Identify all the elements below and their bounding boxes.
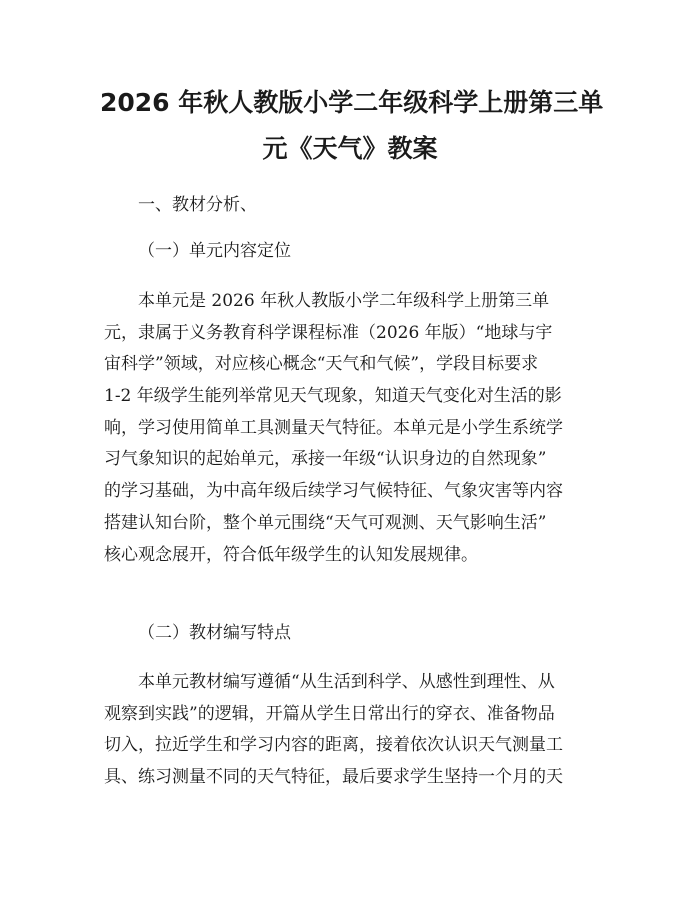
paragraph-line: 具、练习测量不同的天气特征，最后要求学生坚持一个月的天 bbox=[104, 767, 563, 788]
document-title-line-1: 2026 年秋人教版小学二年级科学上册第三单 bbox=[100, 88, 604, 117]
paragraph-line: 搭建认知台阶，整个单元围绕“天气可观测、天气影响生活” bbox=[104, 512, 547, 533]
paragraph-line: 响，学习使用简单工具测量天气特征。本单元是小学生系统学 bbox=[104, 417, 563, 438]
paragraph-line: 元，隶属于义务教育科学课程标准（2026 年版）“地球与宇 bbox=[104, 322, 553, 343]
paragraph-line: 的学习基础，为中高年级后续学习气候特征、气象灾害等内容 bbox=[104, 481, 563, 502]
paragraph-line: 核心观念展开，符合低年级学生的认知发展规律。 bbox=[104, 544, 478, 565]
paragraph-line: 本单元是 2026 年秋人教版小学二年级科学上册第三单 bbox=[138, 291, 550, 311]
paragraph-textbook-features bbox=[104, 671, 596, 798]
paragraph-line: 宙科学”领域，对应核心概念“天气和气候”，学段目标要求 bbox=[104, 354, 539, 375]
paragraph-line: 1-2 年级学生能列举常见天气现象，知道天气变化对生活的影 bbox=[104, 386, 562, 407]
paragraph-line: 本单元教材编写遵循“从生活到科学、从感性到理性、从 bbox=[138, 672, 555, 692]
subsection-heading-2: （二）教材编写特点 bbox=[138, 623, 291, 643]
paragraph-line: 习气象知识的起始单元，承接一年级“认识身边的自然现象” bbox=[104, 449, 547, 470]
section-heading-1: 一、教材分析、 bbox=[138, 195, 257, 215]
paragraph-line: 切入，拉近学生和学习内容的距离，接着依次认识天气测量工 bbox=[104, 735, 563, 756]
paragraph-line: 观察到实践”的逻辑，开篇从学生日常出行的穿衣、准备物品 bbox=[104, 703, 555, 724]
subsection-heading-1: （一）单元内容定位 bbox=[138, 241, 291, 261]
document-title-line-2: 元《天气》教案 bbox=[262, 134, 438, 163]
paragraph-unit-positioning bbox=[104, 290, 596, 575]
